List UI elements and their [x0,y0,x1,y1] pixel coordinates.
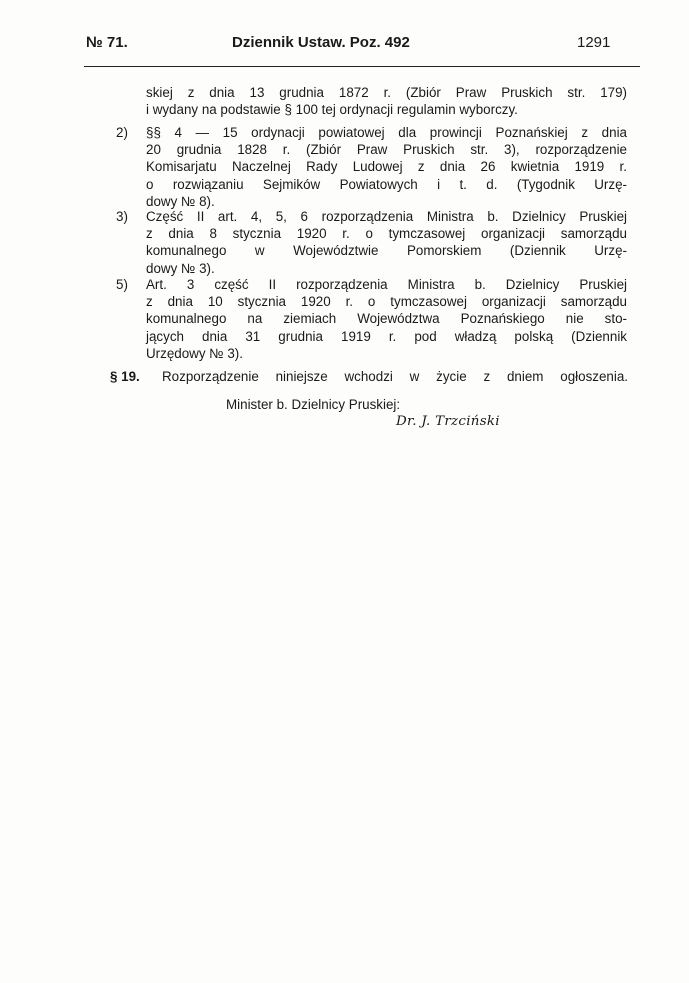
signatory-title: Minister b. Dzielnicy Pruskiej: [226,397,401,412]
text-line: Urzędowy № 3). [146,345,243,361]
text-line: i wydany na podstawie § 100 tej ordynacji regulamin wyborczy. [146,102,518,118]
text-line: Część II art. 4, 5, 6 rozporządzenia Ministra b. Dzielnicy Pruskiej [146,209,627,224]
text-line: dowy № 8). [146,193,215,209]
intro-paragraph [146,84,627,118]
section-label: § 19. [110,369,140,384]
signatory-name: Dr. J. Trzciński [396,414,500,429]
text-line: skiej z dnia 13 grudnia 1872 r. (Zbiór Praw Pruskich str. 179) [146,85,627,100]
item-paragraph [146,276,627,362]
text-line: dowy № 3). [146,260,215,276]
header-rule [84,66,640,67]
text-line: z dnia 10 stycznia 1920 r. o tymczasowej organizacji samorządu [146,294,627,310]
text-line: komunalnego na ziemiach Województwa Poznańskiego nie sto- [146,311,627,327]
section-text: Rozporządzenie niniejsze wchodzi w życie z dniem ogłoszenia. [162,369,628,384]
item-number: 3) [116,209,128,224]
journal-title: Dziennik Ustaw. Poz. 492 [232,34,410,51]
text-line: §§ 4 — 15 ordynacji powiatowej dla prowincji Poznańskiej z dnia [146,125,627,140]
page-number: 1291 [577,34,611,51]
text-line: komunalnego w Województwie Pomorskiem (Dziennik Urzę- [146,243,627,259]
text-line: jących dnia 31 grudnia 1919 r. pod władzą polską (Dziennik [146,328,627,344]
item-number: 5) [116,277,128,292]
item-paragraph [146,208,627,277]
text-line: 20 grudnia 1828 r. (Zbiór Praw Pruskich str. 3), rozporządzenie [146,142,627,158]
issue-number: № 71. [86,34,128,51]
text-line: Art. 3 część II rozporządzenia Ministra b. Dzielnicy Pruskiej [146,277,627,292]
item-number: 2) [116,125,128,140]
text-line: z dnia 8 stycznia 1920 r. o tymczasowej organizacji samorządu [146,226,627,242]
text-line: Komisarjatu Naczelnej Rady Ludowej z dnia 26 kwietnia 1919 r. [146,159,627,175]
text-line: o rozwiązaniu Sejmików Powiatowych i t. d. (Tygodnik Urzę- [146,176,627,192]
item-paragraph [146,124,627,210]
